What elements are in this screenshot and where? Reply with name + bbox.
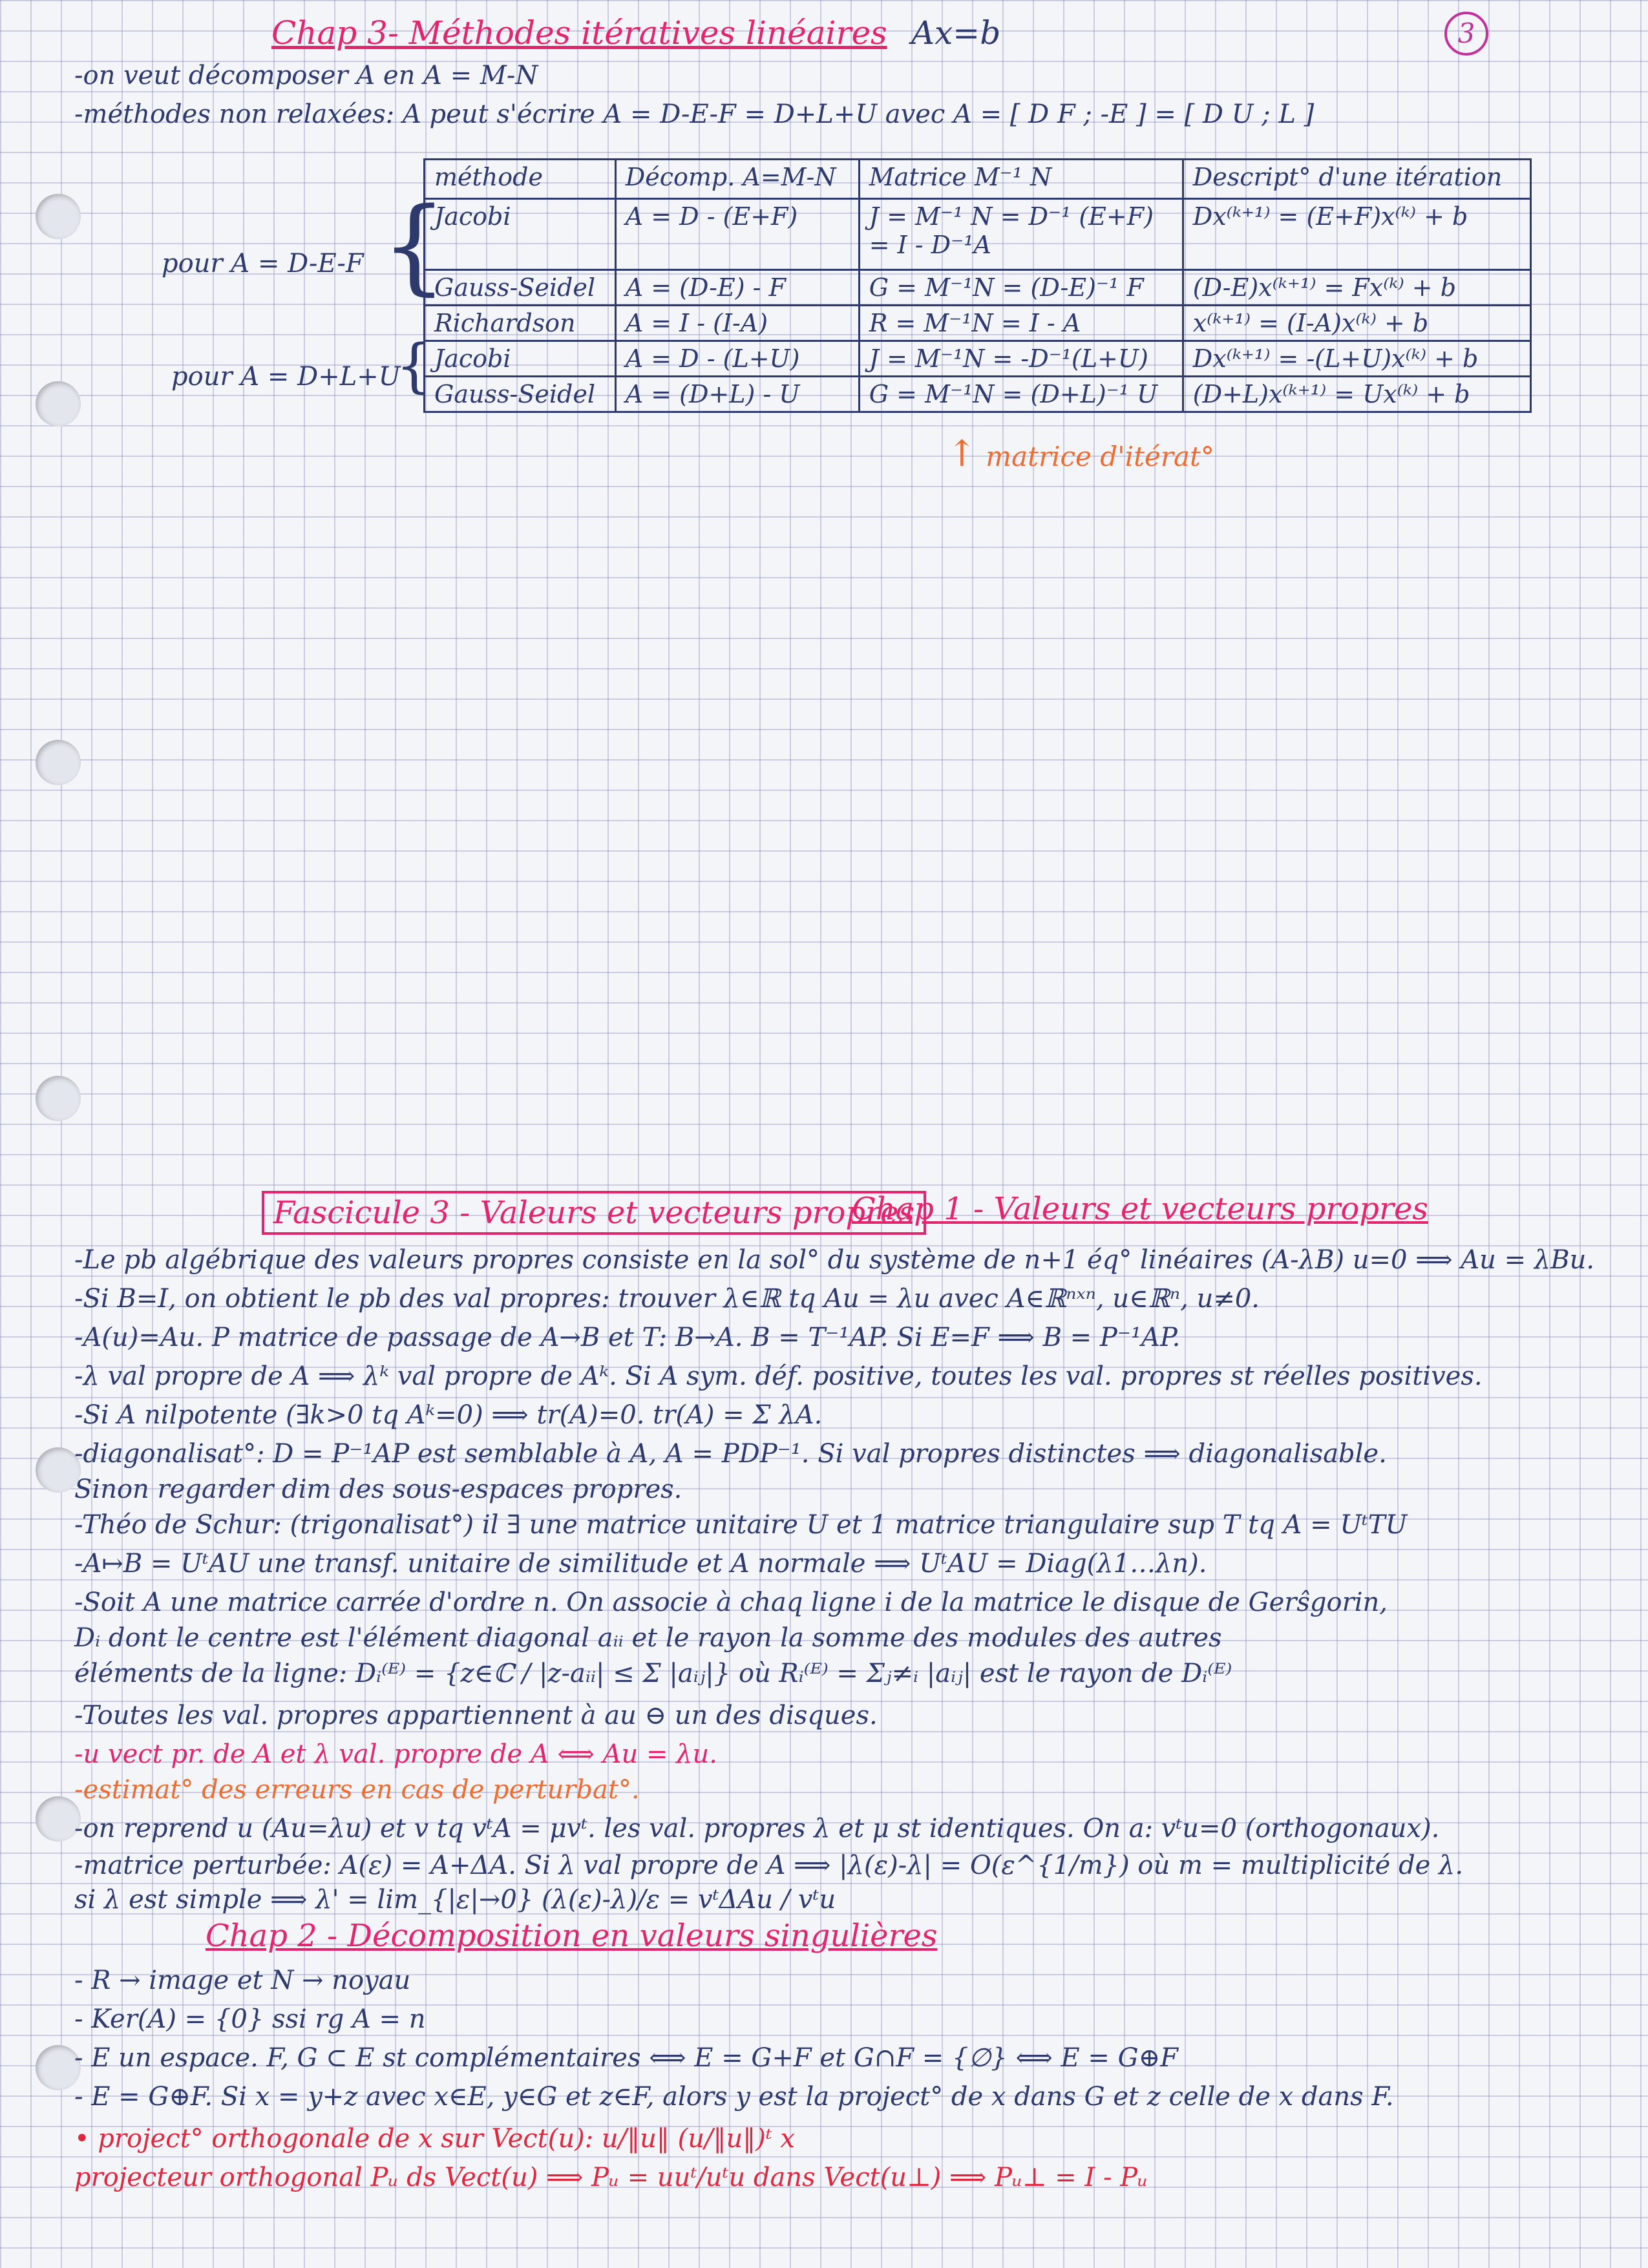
table-cell: Jacobi (425, 341, 616, 377)
chapter1-title: Chap 1 - Valeurs et vecteurs propres (852, 1191, 1428, 1227)
table-cell: Gauss-Seidel (425, 377, 616, 412)
table-cell: A = I - (I-A) (615, 306, 859, 341)
column-header: méthode (425, 160, 616, 199)
column-header: Descript° d'une itération (1183, 160, 1530, 199)
system-equation: Ax=b (911, 14, 1001, 52)
brace-icon: { (396, 332, 433, 400)
note-line: -Toutes les val. propres appartiennent à au ⊖ un des disques. (74, 1701, 878, 1730)
table-cell: Dx⁽ᵏ⁺¹⁾ = (E+F)x⁽ᵏ⁾ + b (1183, 199, 1530, 270)
binder-hole (36, 1076, 81, 1121)
note-line: -A(u)=Au. P matrice de passage de A→B et T: B→A. B = T⁻¹AP. Si E=F ⟹ B = P⁻¹AP. (74, 1323, 1181, 1352)
table-header-row (425, 160, 1531, 199)
binder-hole (36, 740, 81, 785)
orthogonal-projection-line: • project° orthogonale de x sur Vect(u): u/‖u‖ (u/‖u‖)ᵗ x (74, 2124, 795, 2154)
table-cell: J = M⁻¹ N = D⁻¹ (E+F) = I - D⁻¹A (859, 199, 1183, 270)
brace-icon: { (381, 185, 447, 306)
table-cell: A = D - (L+U) (615, 341, 859, 377)
note-line: -Théo de Schur: (trigonalisat°) il ∃ une matrice unitaire U et 1 matrice triangulaire sup T tq A = UᵗTU (74, 1510, 1408, 1540)
note-line: -λ val propre de A ⟹ λᵏ val propre de Aᵏ. Si A sym. déf. positive, toutes les val. propres st réelles positives. (74, 1361, 1483, 1391)
column-header: Matrice M⁻¹ N (859, 160, 1183, 199)
table-cell: (D-E)x⁽ᵏ⁺¹⁾ = Fx⁽ᵏ⁾ + b (1183, 270, 1530, 306)
iteration-matrix-note (947, 433, 1214, 475)
arrow-up-icon: ↑ (947, 433, 977, 475)
table-row (425, 341, 1531, 377)
table-row (425, 270, 1531, 306)
group-label: pour A = D-E-F (162, 249, 364, 278)
note-line: si λ est simple ⟹ λ' = lim_{|ε|→0} (λ(ε)-λ)/ε = vᵗΔAu / vᵗu (74, 1885, 836, 1915)
table-cell: J = M⁻¹N = -D⁻¹(L+U) (859, 341, 1183, 377)
table-row (425, 377, 1531, 412)
table-cell: A = D - (E+F) (615, 199, 859, 270)
table-cell: A = (D-E) - F (615, 270, 859, 306)
chapter2-title: Chap 2 - Décomposition en valeurs singulières (206, 1918, 938, 1954)
fascicule-title: Fascicule 3 - Valeurs et vecteurs propres (262, 1191, 926, 1235)
note-line: -on reprend u (Au=λu) et v tq vᵗA = μvᵗ. les val. propres λ et μ st identiques. On a: vᵗu=0 (orthogonaux). (74, 1814, 1440, 1843)
intro-line: -on veut décomposer A en A = M-N (74, 61, 538, 90)
chapter-subtitle: - Méthodes itératives linéaires (387, 14, 887, 52)
note-line: Sinon regarder dim des sous-espaces propres. (74, 1475, 682, 1504)
note-line: -Si A nilpotente (∃k>0 tq Aᵏ=0) ⟹ tr(A)=0. tr(A) = Σ λA. (74, 1400, 823, 1430)
table-cell: R = M⁻¹N = I - A (859, 306, 1183, 341)
iteration-matrix-label: matrice d'itérat° (986, 441, 1214, 472)
note-line: -matrice perturbée: A(ε) = A+ΔA. Si λ val propre de A ⟹ |λ(ε)-λ| = O(ε^{1/m}) où m = multiplicité de λ. (74, 1851, 1464, 1880)
table-cell: G = M⁻¹N = (D+L)⁻¹ U (859, 377, 1183, 412)
chapter-title (271, 14, 887, 52)
page-number: 3 (1444, 12, 1488, 56)
methods-table (423, 158, 1532, 413)
intro-line: -méthodes non relaxées: A peut s'écrire A = D-E-F = D+L+U avec A = [ D F ; -E ] = [ D U ; L ] (74, 100, 1315, 129)
table-cell: Gauss-Seidel (425, 270, 616, 306)
table-cell: (D+L)x⁽ᵏ⁺¹⁾ = Ux⁽ᵏ⁾ + b (1183, 377, 1530, 412)
binder-hole (36, 381, 81, 426)
table-cell: x⁽ᵏ⁺¹⁾ = (I-A)x⁽ᵏ⁾ + b (1183, 306, 1530, 341)
orthogonal-projector-line: projecteur orthogonal Pᵤ ds Vect(u) ⟹ Pᵤ = uuᵗ/uᵗu dans Vect(u⊥) ⟹ Pᵤ⊥ = I - Pᵤ (74, 2163, 1148, 2192)
table-cell: Jacobi (425, 199, 616, 270)
note-line: - E un espace. F, G ⊂ E st complémentaires ⟺ E = G+F et G∩F = {∅} ⟺ E = G⊕F (74, 2043, 1178, 2073)
note-line: Dᵢ dont le centre est l'élément diagonal aᵢᵢ et le rayon la somme des modules des autres (74, 1623, 1222, 1653)
note-line: -A↦B = UᵗAU une transf. unitaire de similitude et A normale ⟹ UᵗAU = Diag(λ1…λn). (74, 1549, 1207, 1579)
table-row (425, 306, 1531, 341)
table-row (425, 199, 1531, 270)
table-cell: Dx⁽ᵏ⁺¹⁾ = -(L+U)x⁽ᵏ⁾ + b (1183, 341, 1530, 377)
note-line: -Si B=I, on obtient le pb des val propres: trouver λ∈ℝ tq Au = λu avec A∈ℝⁿˣⁿ, u∈ℝⁿ, u≠0. (74, 1284, 1260, 1314)
note-line: -Le pb algébrique des valeurs propres consiste en la sol° du système de n+1 éq° linéaires (A-λB) u=0 ⟹ Au = λBu. (74, 1245, 1595, 1275)
table-cell: Richardson (425, 306, 616, 341)
group-label: pour A = D+L+U (171, 362, 401, 392)
binder-hole (36, 194, 81, 239)
note-line: - R → image et N → noyau (74, 1966, 411, 1995)
eigenvector-definition: -u vect pr. de A et λ val. propre de A ⟺ Au = λu. (74, 1739, 717, 1769)
error-estimation-heading: -estimat° des erreurs en cas de perturbat°. (74, 1775, 640, 1805)
table-cell: G = M⁻¹N = (D-E)⁻¹ F (859, 270, 1183, 306)
column-header: Décomp. A=M-N (615, 160, 859, 199)
note-line: -Soit A une matrice carrée d'ordre n. On associe à chaq ligne i de la matrice le disque de Gerŝgorin, (74, 1588, 1388, 1617)
chapter-label: Chap 3 (271, 14, 388, 52)
note-line: éléments de la ligne: Dᵢ⁽ᴱ⁾ = {z∈ℂ / |z-aᵢᵢ| ≤ Σ |aᵢⱼ|} où Rᵢ⁽ᴱ⁾ = Σⱼ≠ᵢ |aᵢⱼ| est le rayon de Dᵢ⁽ᴱ⁾ (74, 1659, 1232, 1688)
note-line: - E = G⊕F. Si x = y+z avec x∈E, y∈G et z∈F, alors y est la project° de x dans G et z celle de x dans F. (74, 2082, 1394, 2112)
note-line: -diagonalisat°: D = P⁻¹AP est semblable à A, A = PDP⁻¹. Si val propres distinctes ⟹ diagonalisable. (74, 1439, 1387, 1469)
table-cell: A = (D+L) - U (615, 377, 859, 412)
note-line: - Ker(A) = {0} ssi rg A = n (74, 2004, 426, 2034)
